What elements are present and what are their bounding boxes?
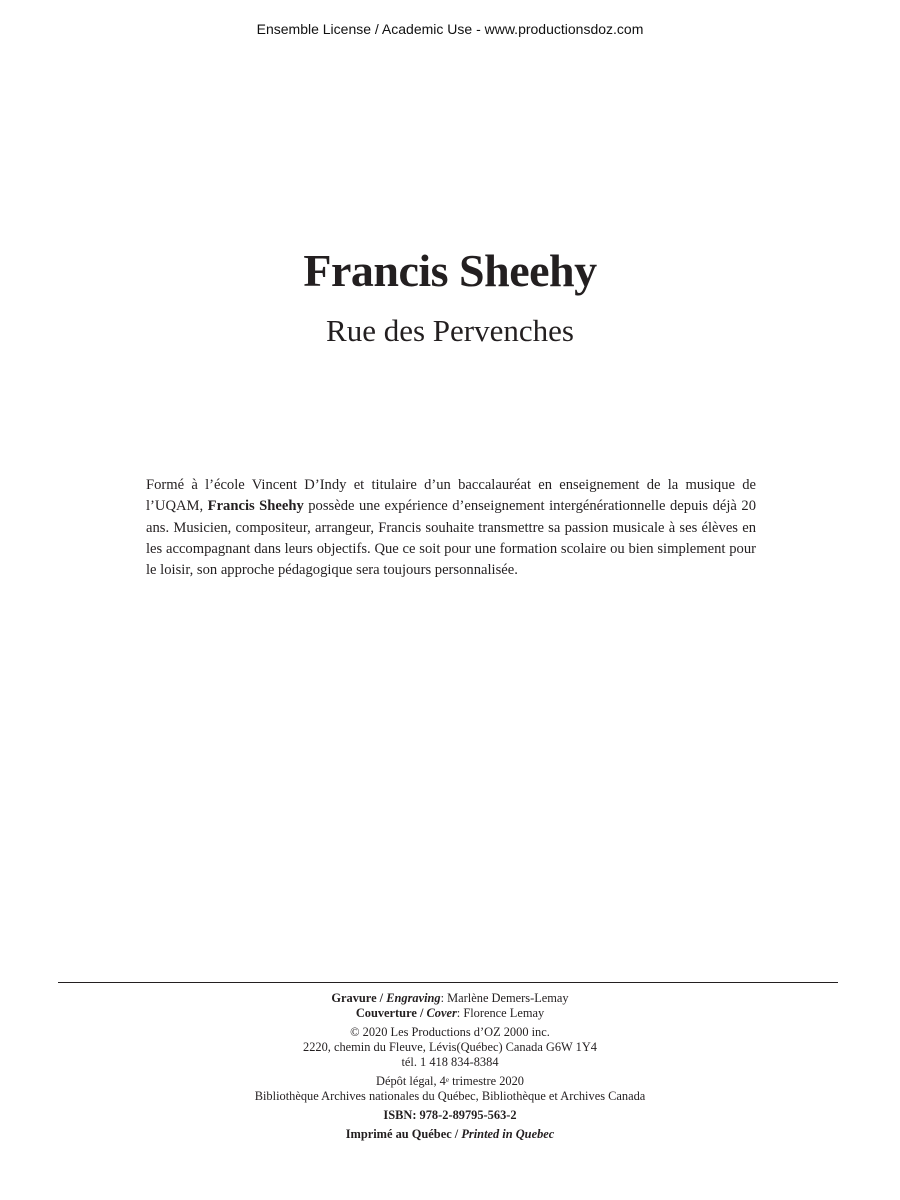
work-title: Rue des Pervenches (326, 313, 574, 348)
credit-engraving (0, 991, 900, 1006)
printed-en: Printed in Quebec (461, 1127, 555, 1141)
license-header: Ensemble License / Academic Use - www.productionsdoz.com (256, 21, 644, 37)
isbn (0, 1108, 900, 1123)
engraving-label-fr: Gravure / (331, 991, 387, 1005)
cover-label-fr: Couverture / (355, 1006, 427, 1020)
copyright: © 2020 Les Productions d’OZ 2000 inc. (350, 1025, 550, 1039)
bio-rest: possède une expérience d’enseignement intergénérationnelle depuis déjà 20 ans. Musicien, compositeur, arrangeur, Francis souhaite transmettre sa passion musicale à ses élèves en les accompagnant dans leurs objectifs. Que ce soit pour une formation scolaire ou bien simplement pour le loisir, son approche pédagogique sera toujours personnalisée. (146, 498, 756, 579)
bio-composer-name: Francis Sheehy (207, 498, 304, 515)
credits-block (0, 991, 900, 1142)
isbn-text: ISBN: 978-2-89795-563-2 (383, 1108, 517, 1122)
phone: tél. 1 418 834-8384 (401, 1055, 499, 1069)
cover-value: : Florence Lemay (456, 1006, 545, 1020)
composer-biography (146, 475, 756, 581)
engraving-label-en: Engraving (386, 991, 441, 1005)
composer-name: Francis Sheehy (303, 245, 597, 296)
libraries: Bibliothèque Archives nationales du Québec, Bibliothèque et Archives Canada (254, 1089, 646, 1103)
printed-in (0, 1127, 900, 1142)
credit-cover (0, 1006, 900, 1021)
engraving-value: : Marlène Demers-Lemay (440, 991, 569, 1005)
bio-lead: Formé à l’école Vincent D’Indy et titulaire d’un baccalauréat en enseignement de la musique de l’UQAM, (146, 477, 756, 515)
address: 2220, chemin du Fleuve, Lévis(Québec) Canada G6W 1Y4 (303, 1040, 597, 1054)
legal-deposit (0, 1074, 900, 1089)
deposit-sup: e (445, 1076, 449, 1084)
divider (58, 982, 838, 983)
deposit-prefix: Dépôt légal, 4 (376, 1074, 446, 1088)
cover-label-en: Cover (426, 1006, 457, 1020)
printed-fr: Imprimé au Québec / (345, 1127, 462, 1141)
deposit-suffix: trimestre 2020 (448, 1074, 524, 1088)
